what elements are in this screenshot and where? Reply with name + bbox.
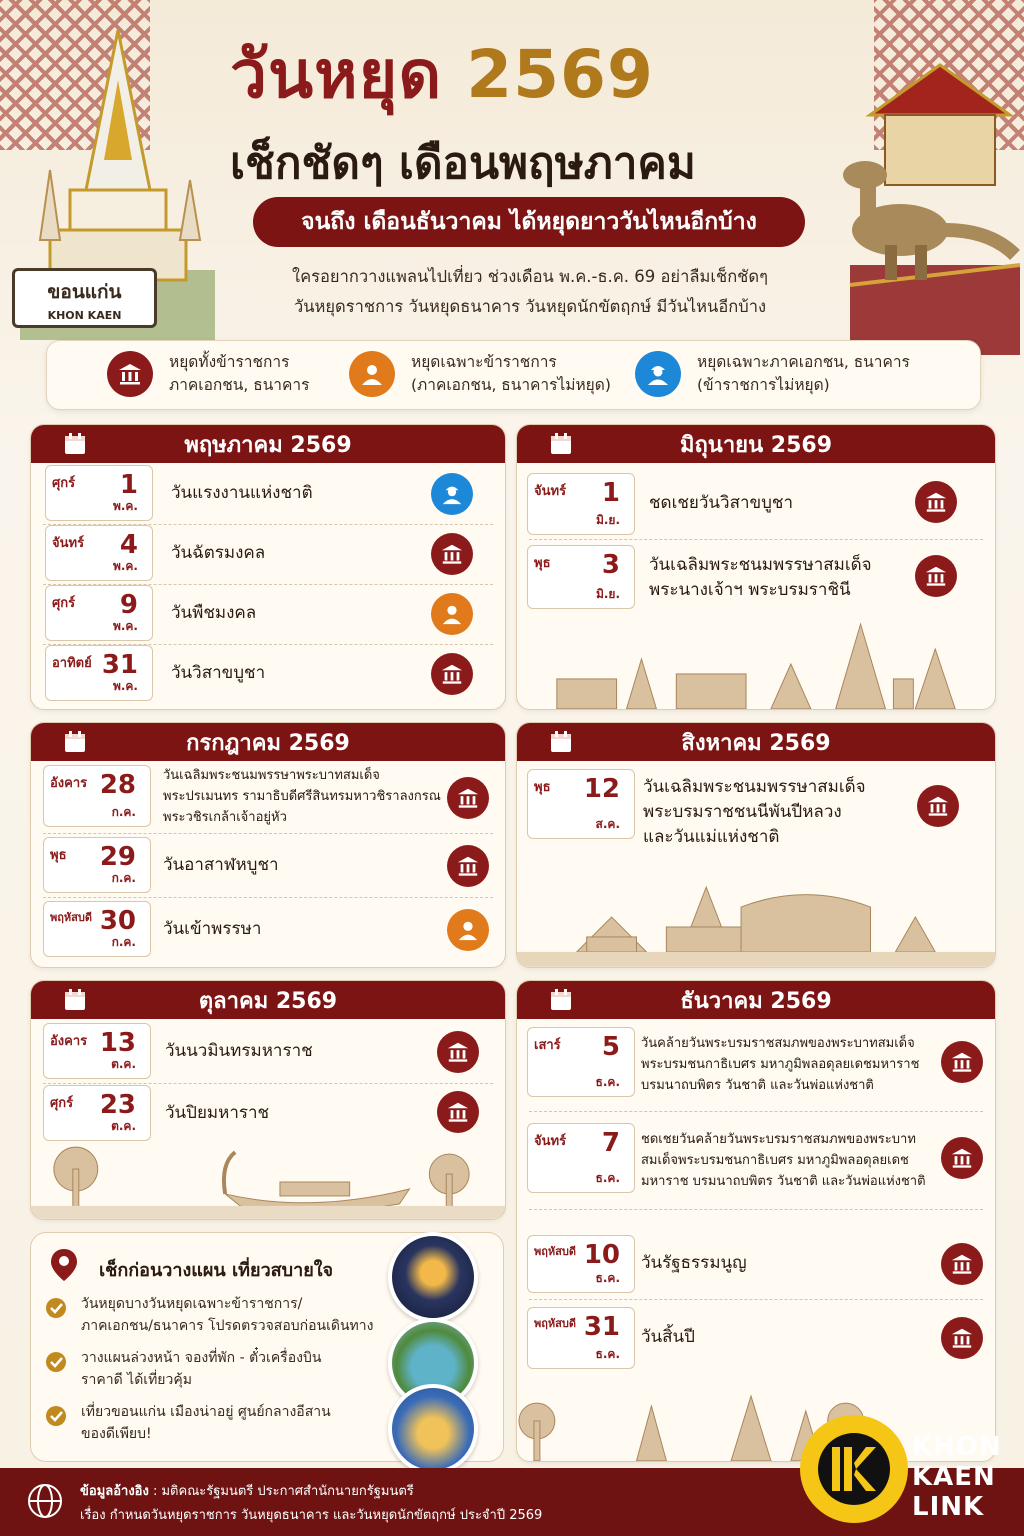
month-abbr: ธ.ค. xyxy=(595,1075,620,1089)
holiday-name-line: สมเด็จพระบรมชนกาธิเบศร มหาภูมิพลอดุลยเดช xyxy=(641,1153,909,1168)
temple-daytime-photo xyxy=(388,1384,478,1474)
day-number: 3 xyxy=(601,550,620,580)
holiday-name: วันปิยมหาราช xyxy=(165,1103,270,1123)
bank-icon xyxy=(915,481,957,523)
calendar-icon xyxy=(63,432,87,456)
bank-icon xyxy=(941,1041,983,1083)
calendar-icon xyxy=(549,988,573,1012)
tip-line: ภาคเอกชน/ธนาคาร โปรดตรวจสอบก่อนเดินทาง xyxy=(81,1318,374,1334)
reference-line-1 xyxy=(80,1480,414,1501)
month-abbr: มิ.ย. xyxy=(595,513,620,527)
month-abbr: ก.ค. xyxy=(111,871,136,885)
holiday-name-line: พระปรเมนทร รามาธิบดีศรีสินทรมหาวชิราลงกรณ xyxy=(163,789,441,804)
weekday: พุธ xyxy=(534,556,551,571)
date-box xyxy=(43,765,151,827)
weekday: จันทร์ xyxy=(534,484,567,499)
tip-line: ราคาดี ได้เที่ยวคุ้ม xyxy=(81,1372,192,1388)
logo-mark xyxy=(800,1415,908,1523)
divider xyxy=(529,1299,983,1300)
bank-icon xyxy=(941,1243,983,1285)
khon-kaen-sign xyxy=(12,268,157,328)
divider xyxy=(529,539,983,540)
holiday-name xyxy=(641,1033,919,1096)
day-number: 29 xyxy=(99,842,136,872)
month-title: สิงหาคม 2569 xyxy=(681,730,831,756)
globe-icon xyxy=(26,1482,64,1520)
day-number: 9 xyxy=(119,590,138,620)
month-card-july xyxy=(30,722,506,968)
weekday: อาทิตย์ xyxy=(52,656,92,671)
bank-icon xyxy=(447,777,489,819)
bank-icon xyxy=(437,1031,479,1073)
tip-line: วันหยุดบางวันหยุดเฉพาะข้าราชการ/ xyxy=(81,1296,303,1312)
weekday: จันทร์ xyxy=(52,536,85,551)
calendar-icon xyxy=(549,730,573,754)
weekday: พุธ xyxy=(534,780,551,795)
holiday-name: วันสิ้นปี xyxy=(641,1327,695,1347)
reference-line-2: เรื่อง กำหนดวันหยุดราชการ วันหยุดธนาคาร และวันหยุดนักขัตฤกษ์ ประจำปี 2569 xyxy=(80,1508,543,1523)
month-title: ตุลาคม 2569 xyxy=(198,988,338,1014)
legend-line-1: หยุดเฉพาะภาคเอกชน, ธนาคาร xyxy=(697,353,910,371)
bank-icon xyxy=(917,785,959,827)
sign-english-text: KHON KAEN xyxy=(47,309,122,322)
month-title: กรกฎาคม 2569 xyxy=(186,730,350,756)
month-title: พฤษภาคม 2569 xyxy=(184,432,352,458)
tip-item xyxy=(81,1293,381,1337)
date-box xyxy=(43,837,151,893)
weekday: จันทร์ xyxy=(534,1134,567,1149)
divider xyxy=(43,833,493,834)
day-number: 23 xyxy=(99,1090,136,1120)
holiday-name-line: พระบรมราชชนนีพันปีหลวง xyxy=(643,802,842,822)
month-header xyxy=(517,425,995,463)
royal-barge-illustration xyxy=(31,1144,505,1219)
holiday-name-line: วันเฉลิมพระชนมพรรษาสมเด็จ xyxy=(643,777,866,797)
weekday: พุธ xyxy=(50,848,67,863)
month-abbr: ธ.ค. xyxy=(595,1171,620,1185)
tip-line: เที่ยวขอนแก่น เมืองน่าอยู่ ศูนย์กลางอีสาน xyxy=(81,1404,331,1420)
holiday-name-line: พระบรมชนกาธิเบศร มหาภูมิพลอดุลยเดชมหาราช xyxy=(641,1057,920,1072)
location-pin-icon xyxy=(49,1247,79,1283)
weekday: ศุกร์ xyxy=(50,1096,74,1111)
legend-line-1: หยุดทั้งข้าราชการ xyxy=(169,353,290,371)
header xyxy=(0,0,1024,340)
legend xyxy=(46,340,981,410)
dinosaur-and-pavilion-illustration xyxy=(830,55,1020,355)
month-abbr: พ.ค. xyxy=(112,499,138,513)
holiday-name: ชดเชยวันวิสาขบูชา xyxy=(649,493,794,513)
day-number: 1 xyxy=(601,478,620,508)
date-box xyxy=(45,465,153,521)
bank-icon xyxy=(431,533,473,575)
bank-icon xyxy=(107,351,153,397)
month-card-june xyxy=(516,424,996,710)
title-main: วันหยุด xyxy=(230,36,443,113)
divider xyxy=(43,1083,493,1084)
page-subtitle: เช็กชัดๆ เดือนพฤษภาคม xyxy=(230,138,696,189)
reference-label: ข้อมูลอ้างอิง xyxy=(80,1484,149,1499)
month-abbr: พ.ค. xyxy=(112,679,138,693)
legend-item-government xyxy=(349,351,611,397)
day-number: 12 xyxy=(583,774,620,804)
date-box xyxy=(45,525,153,581)
date-box xyxy=(527,473,635,535)
bank-icon xyxy=(437,1091,479,1133)
calendar-icon xyxy=(549,432,573,456)
month-abbr: พ.ค. xyxy=(112,559,138,573)
date-box xyxy=(527,1123,635,1193)
holiday-name-line: พระนางเจ้าฯ พระบรมราชินี xyxy=(649,580,851,600)
date-box xyxy=(45,585,153,641)
legend-item-both xyxy=(107,351,309,397)
month-card-december xyxy=(516,980,996,1462)
month-card-august xyxy=(516,722,996,968)
holiday-name xyxy=(649,553,872,603)
check-icon xyxy=(45,1351,67,1373)
holiday-name-line: มหาราช บรมนาถบพิตร วันชาติ และวันพ่อแห่งชาติ xyxy=(641,1174,926,1189)
tip-line: ของดีเพียบ! xyxy=(81,1426,152,1442)
holiday-name: วันแรงงานแห่งชาติ xyxy=(171,483,313,503)
weekday: อังคาร xyxy=(50,776,88,791)
worker-icon xyxy=(635,351,681,397)
khon-kaen-landmarks-illustration xyxy=(517,882,995,967)
bank-icon xyxy=(447,845,489,887)
bank-icon xyxy=(941,1317,983,1359)
weekday: พฤหัสบดี xyxy=(50,911,93,924)
holiday-name: วันนวมินทรมหาราช xyxy=(165,1041,313,1061)
brand-line-1: KHON xyxy=(912,1432,1002,1462)
date-box xyxy=(43,1023,151,1079)
day-number: 7 xyxy=(601,1128,620,1158)
holiday-name xyxy=(643,775,866,850)
date-box xyxy=(45,645,153,701)
calendar-icon xyxy=(63,988,87,1012)
sign-thai-text: ขอนแก่น xyxy=(47,281,122,303)
holiday-name: วันอาสาฬหบูชา xyxy=(163,855,279,875)
holiday-name-line: บรมนาถบพิตร วันชาติ และวันพ่อแห่งชาติ xyxy=(641,1078,874,1093)
holiday-name: วันฉัตรมงคล xyxy=(171,543,266,563)
bank-icon xyxy=(915,555,957,597)
day-number: 30 xyxy=(99,906,136,936)
month-abbr: มิ.ย. xyxy=(595,587,620,601)
day-number: 1 xyxy=(119,470,138,500)
holiday-name: วันวิสาขบูชา xyxy=(171,663,266,683)
weekday: พฤหัสบดี xyxy=(534,1245,577,1258)
bank-icon xyxy=(431,653,473,695)
day-number: 5 xyxy=(601,1032,620,1062)
month-header xyxy=(31,723,505,761)
month-title: มิถุนายน 2569 xyxy=(679,432,833,458)
month-header xyxy=(31,981,505,1019)
calendar-icon xyxy=(63,730,87,754)
khon-kaen-link-logo xyxy=(800,1410,1010,1532)
day-number: 31 xyxy=(101,650,138,680)
legend-item-private xyxy=(635,351,910,397)
legend-line-1: หยุดเฉพาะข้าราชการ xyxy=(411,353,557,371)
holiday-name xyxy=(641,1129,926,1192)
month-header xyxy=(517,981,995,1019)
tip-item xyxy=(81,1347,381,1391)
brand-line-3: LINK xyxy=(912,1492,985,1522)
month-abbr: ต.ค. xyxy=(111,1119,136,1133)
person-icon xyxy=(349,351,395,397)
holiday-name: วันพืชมงคล xyxy=(171,603,257,623)
day-number: 13 xyxy=(99,1028,136,1058)
holiday-name-line: วันเฉลิมพระชนมพรรษาสมเด็จ xyxy=(649,555,872,575)
month-abbr: ธ.ค. xyxy=(595,1347,620,1361)
k-logo-icon xyxy=(814,1429,894,1509)
holiday-name-line: ชดเชยวันคล้ายวันพระบรมราชสมภพของพระบาท xyxy=(641,1132,916,1147)
tips-title: เช็กก่อนวางแผน เที่ยวสบายใจ xyxy=(99,1260,334,1281)
bank-icon xyxy=(941,1137,983,1179)
legend-line-2: ภาคเอกชน, ธนาคาร xyxy=(169,376,310,394)
date-box xyxy=(527,769,635,839)
month-abbr: พ.ค. xyxy=(112,619,138,633)
divider xyxy=(529,1209,983,1210)
holiday-name-line: และวันแม่แห่งชาติ xyxy=(643,827,780,847)
month-card-may xyxy=(30,424,506,710)
holiday-name xyxy=(163,765,441,828)
day-number: 28 xyxy=(99,770,136,800)
weekday: เสาร์ xyxy=(534,1038,561,1053)
weekday: ศุกร์ xyxy=(52,596,76,611)
brand-line-2: KAEN xyxy=(912,1462,996,1492)
title-ribbon: จนถึง เดือนธันวาคม ได้หยุดยาววันไหนอีกบ้าง xyxy=(253,197,805,247)
legend-line-2: (ภาคเอกชน, ธนาคารไม่หยุด) xyxy=(411,376,611,394)
reference-text: : มติคณะรัฐมนตรี ประกาศสำนักนายกรัฐมนตรี xyxy=(148,1484,414,1499)
month-title: ธันวาคม 2569 xyxy=(680,988,832,1014)
month-abbr: ส.ค. xyxy=(595,817,620,831)
date-box xyxy=(43,901,151,957)
date-box xyxy=(527,1027,635,1097)
tip-item xyxy=(81,1401,381,1445)
month-abbr: ต.ค. xyxy=(111,1057,136,1071)
check-icon xyxy=(45,1405,67,1427)
divider xyxy=(43,897,493,898)
check-icon xyxy=(45,1297,67,1319)
intro-line-2: วันหยุดราชการ วันหยุดธนาคาร วันหยุดนักขัตฤกษ์ มีวันไหนอีกบ้าง xyxy=(293,297,767,316)
month-abbr: ก.ค. xyxy=(111,805,136,819)
date-box xyxy=(43,1085,151,1141)
month-abbr: ธ.ค. xyxy=(595,1271,620,1285)
worker-icon xyxy=(431,473,473,515)
day-number: 10 xyxy=(583,1240,620,1270)
person-icon xyxy=(431,593,473,635)
legend-line-2: (ข้าราชการไม่หยุด) xyxy=(697,376,830,394)
temple-skyline-illustration xyxy=(517,619,995,709)
page-title xyxy=(230,22,654,127)
month-header xyxy=(31,425,505,463)
holiday-name-line: พระวชิรเกล้าเจ้าอยู่หัว xyxy=(163,810,287,825)
month-abbr: ก.ค. xyxy=(111,935,136,949)
day-number: 31 xyxy=(583,1312,620,1342)
month-header xyxy=(517,723,995,761)
weekday: อังคาร xyxy=(50,1034,88,1049)
weekday: ศุกร์ xyxy=(52,476,76,491)
title-year: 2569 xyxy=(466,36,654,113)
month-card-october xyxy=(30,980,506,1220)
person-icon xyxy=(447,909,489,951)
day-number: 4 xyxy=(119,530,138,560)
weekday: พฤหัสบดี xyxy=(534,1317,577,1330)
holiday-name-line: วันเฉลิมพระชนมพรรษาพระบาทสมเด็จ xyxy=(163,768,380,783)
intro-line-1: ใครอยากวางแพลนไปเที่ยว ช่วงเดือน พ.ค.-ธ.ค. 69 อย่าลืมเช็กชัดๆ xyxy=(292,267,768,286)
intro-text xyxy=(210,262,850,322)
holiday-name: วันเข้าพรรษา xyxy=(163,919,262,939)
night-stupa-photo xyxy=(388,1232,478,1322)
date-box xyxy=(527,1307,635,1369)
holiday-name-line: วันคล้ายวันพระบรมราชสมภพของพระบาทสมเด็จ xyxy=(641,1036,915,1051)
tip-line: วางแผนล่วงหน้า จองที่พัก - ตั๋วเครื่องบิน xyxy=(81,1350,322,1366)
date-box xyxy=(527,545,635,609)
divider xyxy=(529,1111,983,1112)
holiday-name: วันรัฐธรรมนูญ xyxy=(641,1253,747,1273)
date-box xyxy=(527,1235,635,1293)
